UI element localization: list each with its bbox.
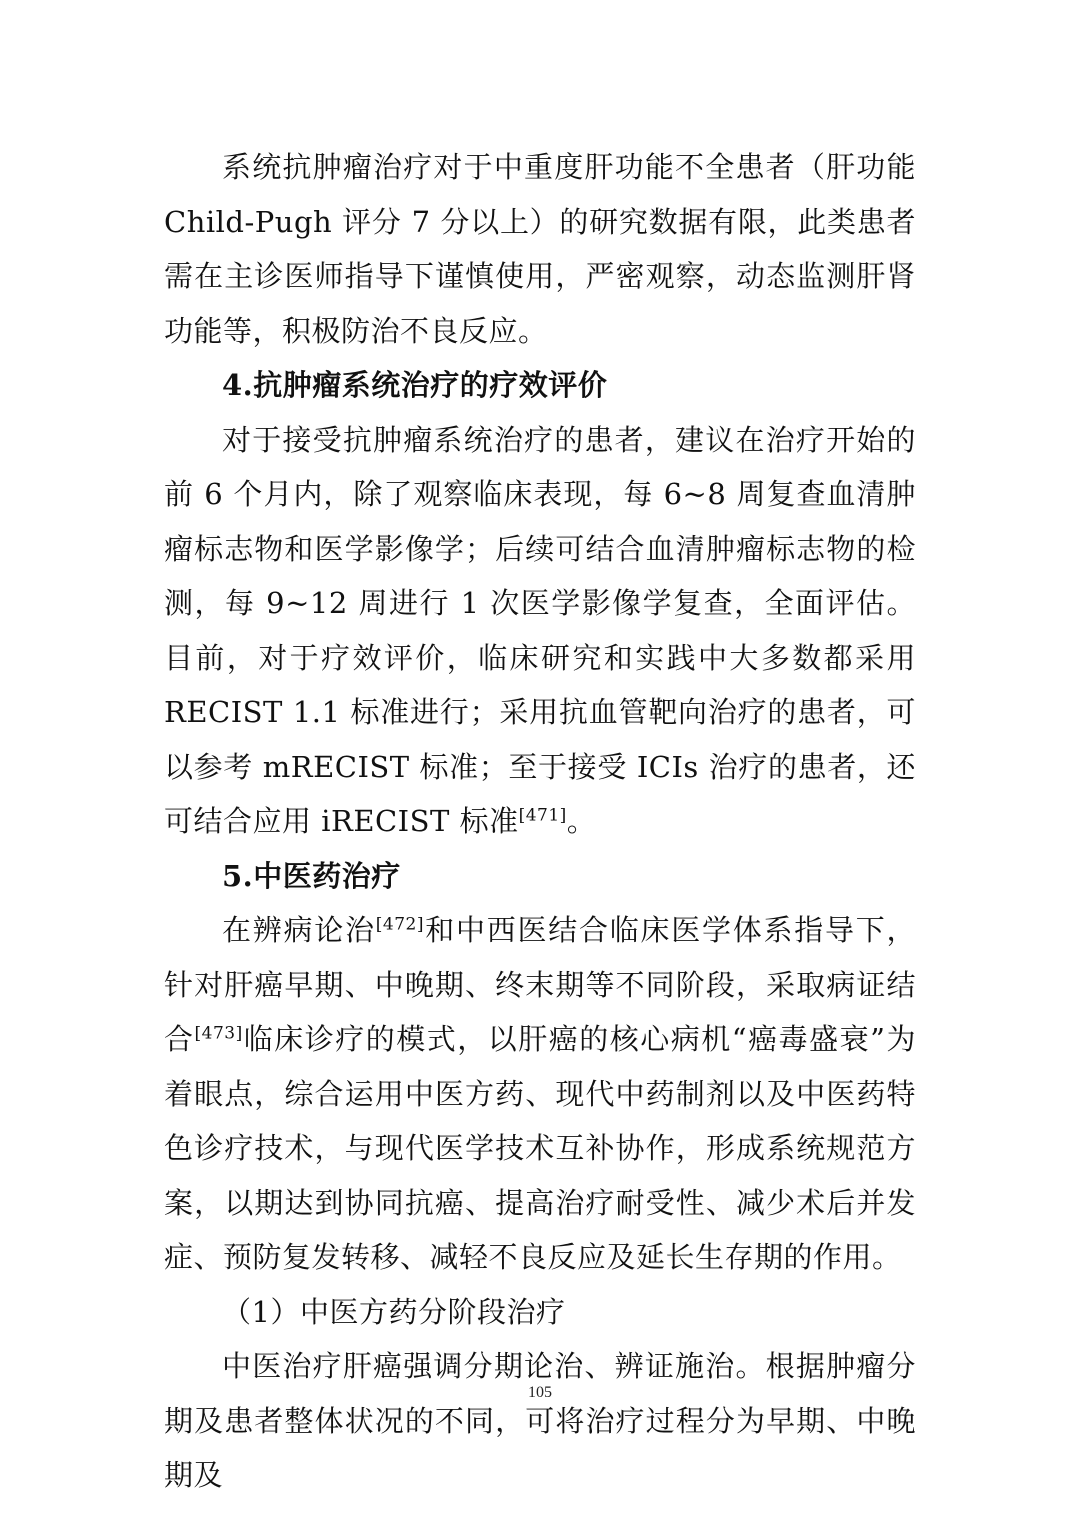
page-number: 105 [528, 1384, 552, 1401]
subsection-heading-staged-treatment: （1）中医方药分阶段治疗 [222, 1294, 566, 1329]
section-heading-tcm-treatment: 5.中医药治疗 [222, 858, 401, 893]
paragraph-tcm-text-a: 在辨病论治 [222, 913, 376, 947]
page-content [164, 140, 916, 1503]
section-heading-efficacy-evaluation: 4.抗肿瘤系统治疗的疗效评价 [222, 368, 608, 402]
paragraph-tcm-text-c: 临床诊疗的模式，以肝癌的核心病机“癌毒盛衰”为着眼点，综合运用中医方药、现代中药制剂以及中医药特色诊疗技术，与现代医学技术互补协作，形成系统规范方案，以期达到协同抗癌、提高治疗耐受性、减少术后并发症、预防复发转移、减轻不良反应及延长生存期的作用。 [164, 1022, 916, 1274]
paragraph-efficacy-end: 。 [566, 804, 597, 838]
paragraph-tcm-treatment [164, 903, 916, 1285]
paragraph-tcm-text-b: 和中西医结合临床医学体系指导下，针对肝癌早期、中晚期、终末期等不同阶段，采取病证结合 [164, 913, 916, 1056]
paragraph-liver-dysfunction: 系统抗肿瘤治疗对于中重度肝功能不全患者（肝功能 Child-Pugh 评分 7 分以上）的研究数据有限，此类患者需在主诊医师指导下谨慎使用，严密观察，动态监测肝肾功能等，积极防治不良反应。 [164, 150, 916, 348]
paragraph-efficacy-evaluation [164, 413, 916, 849]
paragraph-staged-treatment: 中医治疗肝癌强调分期论治、辨证施治。根据肿瘤分期及患者整体状况的不同，可将治疗过程分为早期、中晚期及 [164, 1349, 916, 1492]
citation-473: [473] [194, 1023, 243, 1044]
citation-472: [472] [375, 914, 424, 935]
paragraph-efficacy-text: 对于接受抗肿瘤系统治疗的患者，建议在治疗开始的前 6 个月内，除了观察临床表现，每 6~8 周复查血清肿瘤标志物和医学影像学；后续可结合血清肿瘤标志物的检测，每 9~12 周进行 1 次医学影像学复查，全面评估。目前，对于疗效评价，临床研究和实践中大多数都采用 RECIST 1.1 标准进行；采用抗血管靶向治疗的患者，可以参考 mRECIST 标准；至于接受 ICIs 治疗的患者，还可结合应用 iRECIST 标准 [164, 422, 916, 838]
citation-471: [471] [518, 805, 567, 826]
